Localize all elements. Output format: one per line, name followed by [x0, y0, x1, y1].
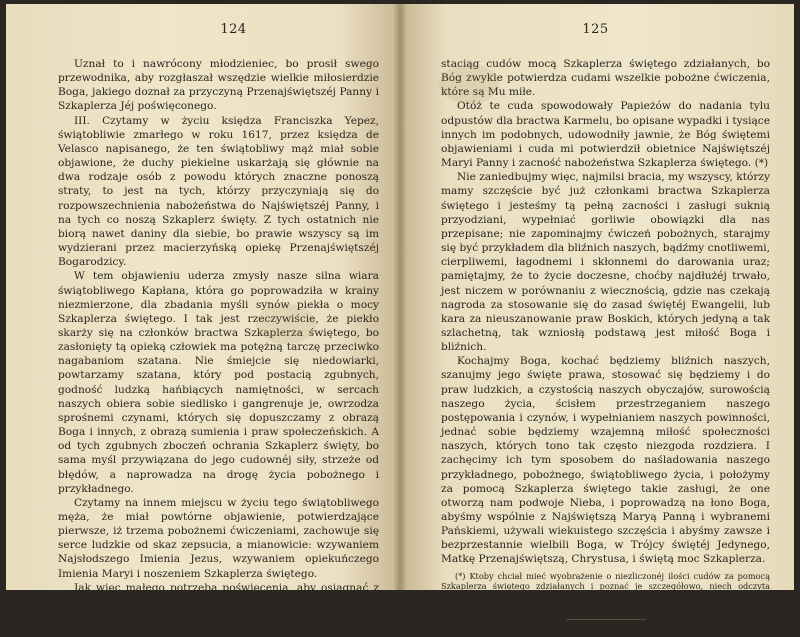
right-paragraph: Otóż te cuda spowodowały Papieżów do nadania tylu odpustów dla bractwa Karmelu, bo opisane wypadki i tysiące innych im podobnych, udowodniły jawnie, że Bóg świętemi objawieniami i cuda mi potwierdził obietnice Najświętszéj Maryi Panny i zacność nabożeństwa Szkaplerza świętego. (*) — [441, 100, 770, 170]
page-number-left: 124 — [220, 22, 247, 37]
left-paragraph: Jak więc małego potrzeba poświęcenia, aby osiągnąć z niczem porównać się niedające dobro, to widzieliśmy z przytoczonych powyżéj przykładów, które przedstawiliśmy pod po- — [58, 581, 379, 637]
footnote: (*) Ktoby chciał mieć wyobrażenie o niezliczonéj ilości cudów za pomocą Szkaplerza świętego zdziałanych i poznać je szczegółowo, niech odczyta wybrane dzieło pod napisem: Manuel de Scapulaire, przez P. Sambucy, str. 100 i następne, jako też, Speculorum Carmelitarum. — [441, 570, 770, 612]
page-number-right: 125 — [582, 22, 609, 37]
book-spread — [6, 4, 794, 637]
left-paragraph: Uznał to i nawrócony młodzieniec, bo prosił swego przewodnika, aby rozgłaszał wszędzie wielkie miłosierdzie Boga, jakiego doznał za przyczyną Przenajświętszéj Panny i Szkaplerza Jéj poświęconego. — [58, 58, 379, 113]
footnote-rule — [566, 619, 646, 620]
right-paragraph: Nie zaniedbujmy więc, najmilsi bracia, my wszyscy, którzy mamy szczęście być już członkami bractwa Szkaplerza świętego i jesteśmy tą pełną zacności i zasługi suknią przyodziani, wypełniać gorliwie obowiązki dla nas przepisane; nie zapominajmy ćwiczeń pobożnych, starajmy się być przykładem dla bliźnich naszych, bądźmy cnotliwemi, cierpliwemi, łagodnemi i skłonnemi do darowania uraz; pamiętajmy, że to życie doczesne, choćby najdłużéj trwało, jest niczem w porównaniu z wiecznością, gdzie nas czekają nagroda za stosowanie się do zasad świętéj Ewangelii, lub kara za nieuszanowanie praw Boskich, których jedyną a tak szlachetną, tak wzniosłą podstawą jest miłość Boga i bliźnich. — [441, 171, 770, 354]
left-page — [6, 4, 399, 637]
left-paragraph: Czytamy na innem miejscu w życiu tego świątobliwego męża, że miał powtórne objawienie, potwierdzające pierwsze, iż trzema pobożnemi ćwiczeniami, zachowuje się serce ludzkie od skaz zepsucia, a mianowicie: wzywaniem Najsłodszego Imienia Jezus, wzywaniem opiekuńczego Imienia Maryi i noszeniem Szkaplerza świętego. — [58, 496, 379, 580]
right-paragraph: staciąg cudów mocą Szkaplerza świętego zdziałanych, bo Bóg zwykle potwierdza cudami wszelkie pobożne ćwiczenia, które są Mu miłe. — [441, 58, 770, 99]
right-page-body — [441, 57, 770, 620]
left-paragraph: III. Czytamy w życiu księdza Franciszka Yepez, świątobliwie zmarłego w roku 1617, przez księdza de Velasco napisanego, że ten świątobliwy mąż miał sobie objawione, że duchy piekielne uskarżają się głównie na dwa rodzaje osób z powodu których znaczne ponoszą straty, to jest na tych, którzy przyczyniają się do rozpowszechnienia nabożeństwa do Najświętszéj Panny, i na tych co noszą Szkaplerz święty. Z tych ostatnich nie biorą nawet daniny dla siebie, bo prawie wszyscy są im wydzierani przez macierzyńską opiekę Przenajświętszéj Bogarodzicy. — [58, 114, 379, 269]
right-paragraph: Kochajmy Boga, kochać będziemy bliźnich naszych, szanujmy jego święte prawa, stosować się będziemy i do praw ludzkich, a czystością naszych obyczajów, surowością naszego życia, ścisłem przestrzeganiem naszego postępowania i czynów, i wypełnianiem naszych powinności, jednać sobie będziemy wzajemną miłość społeczności naszych, których tono tak często niezgoda rozdziera. I zachęcimy ich tym sposobem do naśladowania naszego przykładnego, pobożnego, świątobliwego życia, i położymy za pomocą Szkaplerza świętego takie zasługi, że one otworzą nam podwoje Nieba, i poprowadzą na łono Boga, abyśmy wspólnie z Najświętszą Maryą Panną i wybranemi Pańskiemi, używali wiekuistego szczęścia i abyśmy zawsze i bezprzestannie wielbili Boga, w Trójcy świętéj Jedynego, Matkę Przenajświętszą, Chrystusa, i świętą moc Szkaplerza. — [441, 355, 770, 566]
right-page — [399, 4, 794, 612]
left-page-body — [58, 57, 379, 637]
left-paragraph: W tem objawieniu uderza zmysły nasze silna wiara świątobliwego Kapłana, która go poprowadziła w krainy niezmierzone, dla zbadania myśli synów piekła o mocy Szkaplerza świętego. I tak jest rzeczywiście, że piekło skarży się na członków bractwa Szkaplerza świętego, bo zasłonięty tą opieką człowiek ma potężną tarczę przeciwko nagabaniom szatana. Nie śmiejcie się niedowiarki, powtarzamy szatana, który pod postacią zgubnych, godność ludzką hańbiących namiętności, w sercach naszych obiera sobie siedlisko i gangrenuje je, owrzodza sprośnemi czynami, których się dopuszczamy z obrazą Boga i innych, z obrazą sumienia i praw społeczeńskich. A od tych zgubnych zboczeń ochrania Szkaplerz święty, bo sama myśl przywiązana do jego cudownéj siły, strzeże od błędów, a naprowadza na drogę życia pobożnego i przykładnego. — [58, 270, 379, 495]
